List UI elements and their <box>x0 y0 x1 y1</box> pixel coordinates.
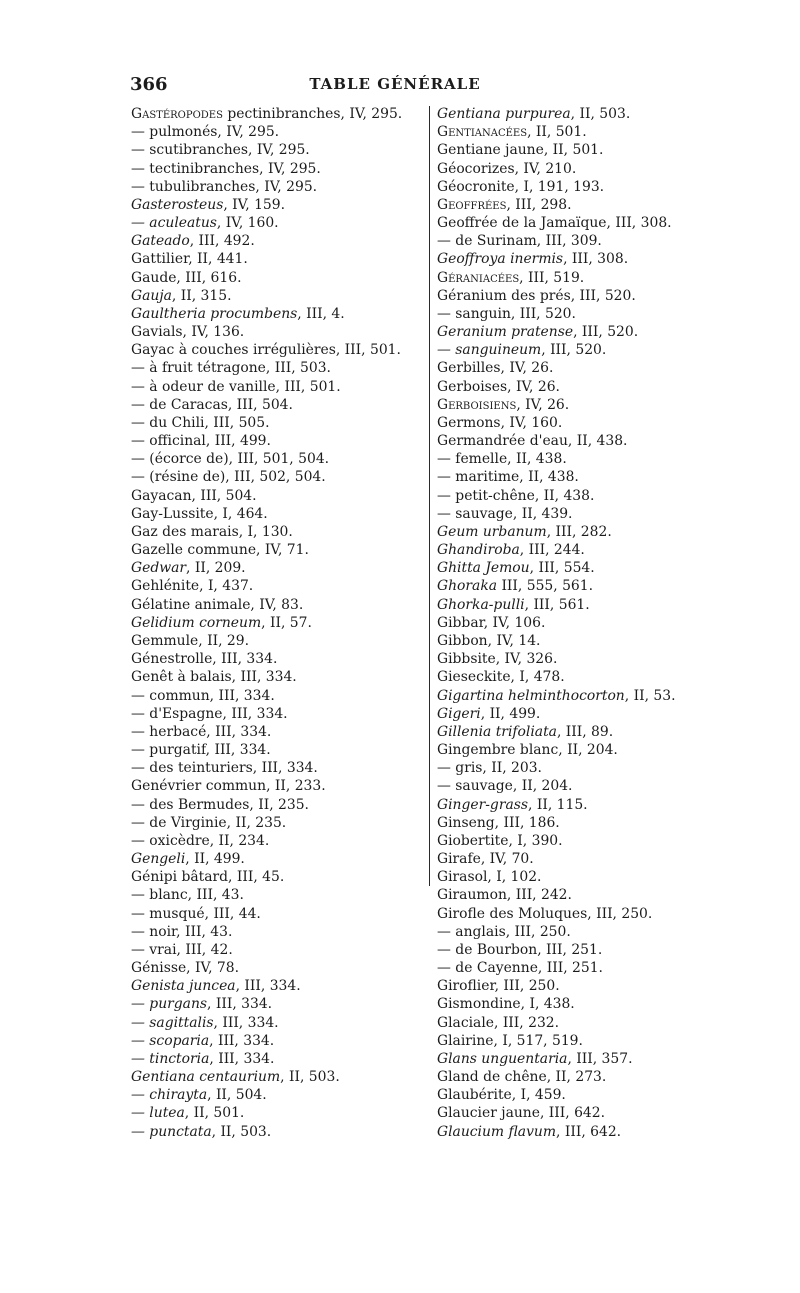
index-entry-reference: Gattilier, II, 441. <box>131 251 248 268</box>
index-entry-reference: Gayac à couches irrégulières, III, 501. <box>131 342 401 359</box>
index-entry <box>437 868 697 886</box>
index-entry <box>131 178 423 196</box>
index-entry <box>437 396 697 414</box>
index-entry-reference: Genêt à balais, III, 334. <box>131 669 297 686</box>
index-entry-headword: — lutea <box>131 1105 185 1122</box>
running-title: TABLE GÉNÉRALE <box>309 75 481 93</box>
index-column-right <box>437 105 697 1141</box>
index-entry <box>131 886 423 904</box>
index-entry <box>131 596 423 614</box>
index-entry <box>437 977 697 995</box>
index-entry-reference: — vrai, III, 42. <box>131 941 233 958</box>
index-entry <box>131 941 423 959</box>
index-entry <box>131 105 423 123</box>
index-entry <box>437 614 697 632</box>
index-entry-reference: , II, 315. <box>171 287 232 304</box>
index-entry-headword: — chirayta <box>131 1087 208 1104</box>
index-entry <box>437 886 697 904</box>
index-entry <box>437 232 697 250</box>
index-entry <box>131 1123 423 1141</box>
index-entry-reference: — scutibranches, IV, 295. <box>131 142 310 159</box>
index-entry-reference: — anglais, III, 250. <box>437 923 571 940</box>
index-entry <box>437 1068 697 1086</box>
index-entry-reference: — commun, III, 334. <box>131 687 275 704</box>
index-entry-reference: , III, 519. <box>519 269 585 286</box>
index-entry-reference: Girafe, IV, 70. <box>437 851 534 868</box>
index-entry-headword: Ghitta Jemou <box>437 560 530 577</box>
index-entry-reference: — blanc, III, 43. <box>131 887 244 904</box>
index-entry-reference: Girasol, I, 102. <box>437 869 542 886</box>
index-entry-reference: Gieseckite, I, 478. <box>437 669 565 686</box>
index-entry-reference: , III, 492. <box>189 233 255 250</box>
index-entry <box>437 1123 697 1141</box>
index-entry <box>437 505 697 523</box>
index-entry-reference: Gélatine animale, IV, 83. <box>131 596 304 613</box>
index-entry <box>437 305 697 323</box>
index-entry <box>131 487 423 505</box>
index-entry-headword: Gelidium corneum <box>131 614 262 631</box>
index-entry-headword: Gedwar <box>131 560 187 577</box>
index-entry-reference: Gayacan, III, 504. <box>131 487 257 504</box>
index-entry-reference: , III, 334. <box>213 1014 279 1031</box>
index-entry <box>437 905 697 923</box>
index-entry-reference: — maritime, II, 438. <box>437 469 579 486</box>
index-entry-reference: — à odeur de vanille, III, 501. <box>131 378 341 395</box>
index-entry-reference: — de Cayenne, III, 251. <box>437 960 603 977</box>
index-entry <box>131 323 423 341</box>
index-entry <box>437 287 697 305</box>
column-divider <box>429 106 430 886</box>
index-entry <box>131 850 423 868</box>
index-entry-headword: Genista juncea <box>131 978 236 995</box>
index-entry-reference: , IV, 159. <box>223 196 286 213</box>
index-entry-reference: , II, 53. <box>624 687 676 704</box>
index-entry <box>437 269 697 287</box>
index-entry-reference: — du Chili, III, 505. <box>131 414 270 431</box>
index-entry <box>437 487 697 505</box>
index-entry-reference: — purgatif, III, 334. <box>131 742 271 759</box>
index-entry <box>437 559 697 577</box>
index-entry <box>437 923 697 941</box>
page-header <box>130 74 660 96</box>
index-entry <box>131 523 423 541</box>
index-entry <box>131 977 423 995</box>
index-entry <box>131 396 423 414</box>
index-entry-reference: , III, 334. <box>207 996 273 1013</box>
index-entry-reference: Gavials, IV, 136. <box>131 324 245 341</box>
index-entry-reference: Glaucier jaune, III, 642. <box>437 1105 606 1122</box>
index-entry <box>131 868 423 886</box>
index-entry-reference: Gerboises, IV, 26. <box>437 378 560 395</box>
index-entry-headword: Gillenia trifoliata <box>437 723 557 740</box>
index-entry-headword: Glaucium flavum <box>437 1123 557 1140</box>
index-entry-reference: — de Virginie, II, 235. <box>131 814 287 831</box>
index-entry <box>437 178 697 196</box>
index-entry-reference: — de Bourbon, III, 251. <box>437 941 603 958</box>
index-entry <box>131 905 423 923</box>
index-entry-headword: Gasterosteus <box>131 196 224 213</box>
index-entry <box>437 141 697 159</box>
index-entry <box>437 359 697 377</box>
index-entry <box>131 959 423 977</box>
index-entry-reference: , II, 501. <box>184 1105 245 1122</box>
index-entry <box>131 1086 423 1104</box>
index-entry <box>437 123 697 141</box>
index-entry-headword: Gateado <box>131 233 190 250</box>
index-entry <box>437 341 697 359</box>
index-entry-headword: Gigartina helminthocorton <box>437 687 625 704</box>
index-entry-reference: , II, 503. <box>570 106 631 122</box>
index-entry-reference: Gibbon, IV, 14. <box>437 632 541 649</box>
index-entry <box>131 196 423 214</box>
index-entry-reference: — noir, III, 43. <box>131 923 233 940</box>
index-entry-reference: , III, 561. <box>524 596 590 613</box>
index-entry-headword: — sagittalis <box>131 1014 214 1031</box>
index-entry <box>437 468 697 486</box>
index-entry-reference: — femelle, II, 438. <box>437 451 567 468</box>
index-entry-reference: Génestrolle, III, 334. <box>131 651 278 668</box>
index-entry <box>437 723 697 741</box>
index-entry <box>131 741 423 759</box>
index-entry <box>131 232 423 250</box>
index-entry-reference: Giraumon, III, 242. <box>437 887 572 904</box>
index-entry-reference: , II, 499. <box>480 705 541 722</box>
index-entry-reference: , II, 501. <box>527 124 587 141</box>
index-entry-reference: — tectinibranches, IV, 295. <box>131 160 321 177</box>
index-entry-reference: III, 555, 561. <box>497 578 594 595</box>
index-entry-reference: , III, 357. <box>567 1050 633 1067</box>
index-entry-reference: , IV, 160. <box>216 215 279 232</box>
index-entry <box>131 432 423 450</box>
index-entry-reference: Glairine, I, 517, 519. <box>437 1032 583 1049</box>
index-entry-reference: Géocronite, I, 191, 193. <box>437 178 605 195</box>
index-entry <box>437 250 697 268</box>
index-entry <box>437 959 697 977</box>
index-entry-headword: Geoffrées <box>437 196 507 213</box>
index-entry-reference: Gerbilles, IV, 26. <box>437 360 554 377</box>
index-entry <box>437 378 697 396</box>
index-entry-headword: Ghoraka <box>437 578 498 595</box>
index-entry <box>131 668 423 686</box>
index-entry-reference: — petit-chêne, II, 438. <box>437 487 595 504</box>
index-entry <box>131 160 423 178</box>
index-entry-reference: , III, 554. <box>529 560 595 577</box>
index-entry-reference: , III, 520. <box>541 342 607 359</box>
index-entry-reference: Géocorizes, IV, 210. <box>437 160 577 177</box>
index-entry <box>131 414 423 432</box>
index-entry-reference: Genévrier commun, II, 233. <box>131 778 326 795</box>
index-entry-reference: — de Surinam, III, 309. <box>437 233 602 250</box>
index-entry <box>437 577 697 595</box>
index-entry-headword: — sanguineum <box>437 342 542 359</box>
index-entry-reference: Géranium des prés, III, 520. <box>437 287 636 304</box>
index-entry-reference: Gingembre blanc, II, 204. <box>437 742 618 759</box>
index-entry <box>437 687 697 705</box>
index-entry-reference: Germandrée d'eau, II, 438. <box>437 433 628 450</box>
index-entry-reference: Germons, IV, 160. <box>437 414 563 431</box>
index-entry <box>131 614 423 632</box>
index-entry-reference: Giroflier, III, 250. <box>437 978 560 995</box>
index-entry-reference: — (résine de), III, 502, 504. <box>131 469 326 486</box>
index-entry-headword: — aculeatus <box>131 215 217 232</box>
index-entry <box>437 1032 697 1050</box>
index-entry-reference: Gentiane jaune, II, 501. <box>437 142 604 159</box>
index-entry-reference: Gibbsite, IV, 326. <box>437 651 558 668</box>
index-entry <box>131 341 423 359</box>
index-entry-reference: Gaude, III, 616. <box>131 269 242 286</box>
index-entry <box>131 632 423 650</box>
index-entry-reference: — sanguin, III, 520. <box>437 305 576 322</box>
index-entry-headword: Gaultheria procumbens <box>131 305 298 322</box>
index-entry <box>437 705 697 723</box>
index-entry-reference: , III, 642. <box>556 1123 622 1140</box>
index-entry-headword: Gastéropodes <box>131 106 223 122</box>
index-entry-headword: Ghandiroba <box>437 542 520 559</box>
index-entry-reference: Gland de chêne, II, 273. <box>437 1069 607 1086</box>
index-entry <box>437 450 697 468</box>
index-entry <box>437 632 697 650</box>
index-entry-reference: — tubulibranches, IV, 295. <box>131 178 318 195</box>
index-entry-reference: — à fruit tétragone, III, 503. <box>131 360 331 377</box>
index-entry <box>437 414 697 432</box>
index-entry-headword: Gentiana centaurium <box>131 1069 281 1086</box>
index-entry-headword: Geranium pratense <box>437 324 574 341</box>
index-entry-reference: — pulmonés, IV, 295. <box>131 124 280 141</box>
index-entry-reference: Gehlénite, I, 437. <box>131 578 254 595</box>
index-entry-headword: — purgans <box>131 996 208 1013</box>
index-entry <box>131 305 423 323</box>
index-entry-reference: — des teinturiers, III, 334. <box>131 760 318 777</box>
index-entry-reference: — oxicèdre, II, 234. <box>131 832 270 849</box>
index-entry <box>131 723 423 741</box>
index-entry <box>437 1104 697 1122</box>
index-entry <box>437 1086 697 1104</box>
index-entry-reference: Génisse, IV, 78. <box>131 960 240 977</box>
index-entry <box>131 777 423 795</box>
index-entry-reference: Girofle des Moluques, III, 250. <box>437 905 653 922</box>
index-entry <box>131 923 423 941</box>
index-entry-headword: Gentiana purpurea <box>437 106 571 122</box>
index-entry <box>437 105 697 123</box>
index-entry-reference: — gris, II, 203. <box>437 760 542 777</box>
index-entry <box>437 160 697 178</box>
index-entry-headword: Gengeli <box>131 851 186 868</box>
index-entry-reference: , II, 504. <box>207 1087 267 1104</box>
index-entry <box>131 1068 423 1086</box>
index-entry <box>131 378 423 396</box>
index-entry-reference: pectinibranches, IV, 295. <box>222 106 403 122</box>
index-entry-reference: , IV, 26. <box>516 396 570 413</box>
index-entry-reference: — (écorce de), III, 501, 504. <box>131 451 330 468</box>
index-entry-headword: Geoffroya inermis <box>437 251 564 268</box>
index-entry <box>131 141 423 159</box>
index-entry-reference: Gazelle commune, IV, 71. <box>131 542 309 559</box>
index-entry <box>131 1014 423 1032</box>
index-entry <box>437 741 697 759</box>
index-entry <box>131 650 423 668</box>
index-entry <box>437 796 697 814</box>
index-entry-reference: Gay-Lussite, I, 464. <box>131 505 268 522</box>
index-entry <box>131 759 423 777</box>
index-entry <box>131 269 423 287</box>
index-entry-reference: , II, 57. <box>261 614 312 631</box>
index-entry-reference: Geoffrée de la Jamaïque, III, 308. <box>437 215 672 232</box>
index-entry-headword: Gerboisiens <box>437 396 517 413</box>
index-entry <box>131 287 423 305</box>
index-entry-reference: , II, 503. <box>211 1123 272 1140</box>
index-entry <box>131 814 423 832</box>
index-entry <box>437 596 697 614</box>
index-entry-headword: — punctata <box>131 1123 212 1140</box>
index-entry-reference: Gaz des marais, I, 130. <box>131 523 293 540</box>
index-entry <box>131 577 423 595</box>
index-entry-reference: , III, 334. <box>209 1032 275 1049</box>
index-entry <box>437 759 697 777</box>
index-entry <box>131 559 423 577</box>
index-entry-reference: — officinal, III, 499. <box>131 433 271 450</box>
index-entry <box>437 323 697 341</box>
index-entry-reference: , III, 334. <box>235 978 301 995</box>
index-entry-reference: Gibbar, IV, 106. <box>437 614 546 631</box>
index-entry-reference: — des Bermudes, II, 235. <box>131 796 309 813</box>
index-entry <box>131 450 423 468</box>
index-entry <box>437 832 697 850</box>
index-entry-reference: , III, 282. <box>546 523 612 540</box>
index-entry-reference: Génipi bâtard, III, 45. <box>131 869 285 886</box>
index-entry-headword: — tinctoria <box>131 1050 210 1067</box>
index-entry <box>437 523 697 541</box>
index-entry <box>437 196 697 214</box>
index-entry-headword: Géraniacées <box>437 269 520 286</box>
index-entry-headword: Geum urbanum <box>437 523 547 540</box>
index-entry-headword: Glans unguentaria <box>437 1050 568 1067</box>
index-entry <box>437 995 697 1013</box>
index-entry-reference: , II, 499. <box>185 851 245 868</box>
index-entry <box>131 995 423 1013</box>
index-entry-reference: — herbacé, III, 334. <box>131 723 272 740</box>
index-entry-reference: , III, 308. <box>563 251 629 268</box>
index-entry <box>131 541 423 559</box>
index-entry-reference: Gemmule, II, 29. <box>131 632 249 649</box>
index-entry-headword: Gentianacées <box>437 124 528 141</box>
page-number: 366 <box>130 74 168 95</box>
index-entry <box>131 796 423 814</box>
index-entry-reference: — sauvage, II, 439. <box>437 505 573 522</box>
index-entry-headword: Ghorka-pulli <box>437 596 525 613</box>
index-entry-reference: Ginseng, III, 186. <box>437 814 560 831</box>
index-entry-reference: , II, 115. <box>528 796 588 813</box>
index-entry <box>131 687 423 705</box>
index-entry-reference: — d'Espagne, III, 334. <box>131 705 288 722</box>
index-entry <box>131 832 423 850</box>
index-entry <box>437 850 697 868</box>
index-entry <box>131 250 423 268</box>
index-entry <box>131 1104 423 1122</box>
index-entry-reference: Glaubérite, I, 459. <box>437 1087 566 1104</box>
index-entry <box>131 123 423 141</box>
index-entry-headword: Gigeri <box>437 705 481 722</box>
index-entry-reference: Giobertite, I, 390. <box>437 832 563 849</box>
index-entry-reference: , II, 503. <box>280 1069 340 1086</box>
index-entry-headword: Gauja <box>131 287 172 304</box>
index-entry <box>131 505 423 523</box>
index-entry-reference: , III, 520. <box>573 324 639 341</box>
index-entry-reference: , III, 244. <box>519 542 585 559</box>
index-entry-reference: , III, 4. <box>297 305 345 322</box>
index-entry <box>131 359 423 377</box>
index-entry <box>131 1050 423 1068</box>
index-entry <box>437 1014 697 1032</box>
index-entry-reference: , II, 209. <box>186 560 246 577</box>
index-entry <box>437 941 697 959</box>
index-entry <box>437 814 697 832</box>
index-entry <box>131 214 423 232</box>
index-entry-reference: — sauvage, II, 204. <box>437 778 573 795</box>
index-entry <box>437 432 697 450</box>
index-entry <box>437 668 697 686</box>
index-entry <box>131 705 423 723</box>
index-entry-reference: — musqué, III, 44. <box>131 905 261 922</box>
index-entry-reference: Gismondine, I, 438. <box>437 996 575 1013</box>
index-entry <box>437 777 697 795</box>
index-entry <box>131 1032 423 1050</box>
index-column-left <box>131 105 423 1141</box>
index-entry-reference: — de Caracas, III, 504. <box>131 396 293 413</box>
index-entry <box>437 541 697 559</box>
index-entry-headword: — scoparia <box>131 1032 210 1049</box>
index-entry <box>131 468 423 486</box>
index-entry <box>437 650 697 668</box>
index-entry-reference: , III, 89. <box>556 723 614 740</box>
index-entry <box>437 214 697 232</box>
index-entry-reference: , III, 334. <box>209 1050 275 1067</box>
index-entry-headword: Ginger-grass <box>437 796 529 813</box>
index-entry <box>437 1050 697 1068</box>
index-entry-reference: Glaciale, III, 232. <box>437 1014 560 1031</box>
index-entry-reference: , III, 298. <box>506 196 572 213</box>
